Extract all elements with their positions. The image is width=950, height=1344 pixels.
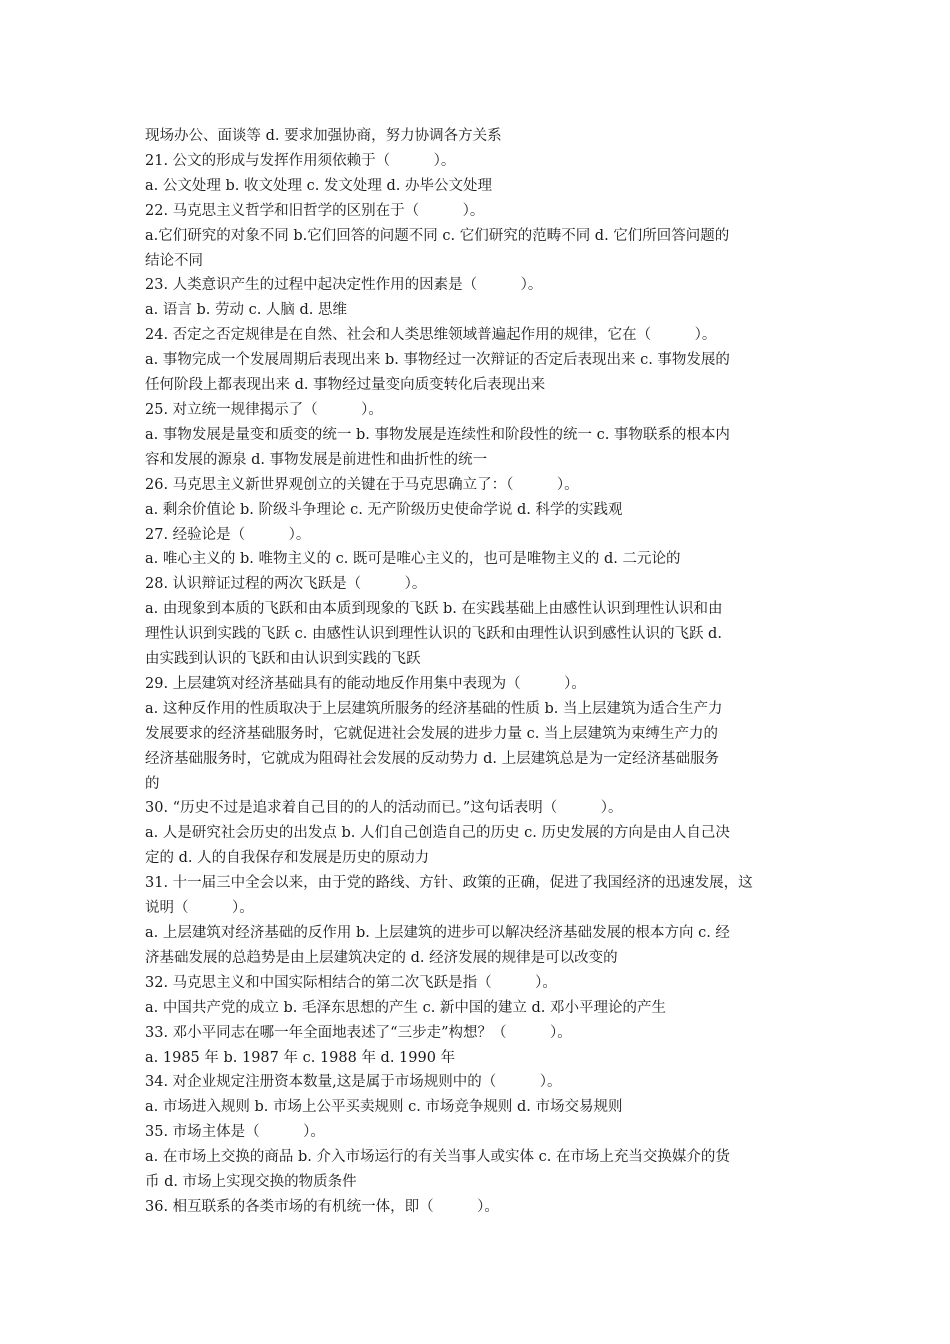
question-36: 36. 相互联系的各类市场的有机统一体，即（ ）。 <box>145 1198 499 1215</box>
options-22: a.它们研究的对象不同 b.它们回答的问题不同 c. 它们研究的范畴不同 d. 它们所回答问题的 <box>145 227 730 244</box>
question-31: 31. 十一届三中全会以来，由于党的路线、方针、政策的正确，促进了我国经济的迅速发展，这 <box>145 875 753 892</box>
question-35: 35. 市场主体是（ ）。 <box>145 1124 325 1141</box>
options-29-cont-3: 的 <box>145 775 160 792</box>
options-31: a. 上层建筑对经济基础的反作用 b. 上层建筑的进步可以解决经济基础发展的根本方向 c. 经 <box>145 925 730 941</box>
options-33: a. 1985 年 b. 1987 年 c. 1988 年 d. 1990 年 <box>145 1049 456 1066</box>
options-30: a. 人是研究社会历史的出发点 b. 人们自己创造自己的历史 c. 历史发展的方向是由人自己决 <box>145 825 730 842</box>
question-30: 30. “历史不过是追求着自己目的的人的活动而已。”这句话表明（ ）。 <box>145 800 623 817</box>
options-23: a. 语言 b. 劳动 c. 人脑 d. 思维 <box>145 302 348 319</box>
question-26: 26. 马克思主义新世界观创立的关键在于马克思确立了：（ ）。 <box>145 476 579 493</box>
question-28: 28. 认识辩证过程的两次飞跃是（ ）。 <box>145 576 427 593</box>
options-34: a. 市场进入规则 b. 市场上公平买卖规则 c. 市场竞争规则 d. 市场交易规则 <box>145 1099 623 1116</box>
options-29: a. 这种反作用的性质取决于上层建筑所服务的经济基础的性质 b. 当上层建筑为适合生产力 <box>145 700 723 717</box>
options-24-cont: 任何阶段上都表现出来 d. 事物经过量变向质变转化后表现出来 <box>145 377 546 394</box>
question-27: 27. 经验论是（ ）。 <box>145 526 311 543</box>
question-31-cont: 说明（ ）。 <box>145 900 254 917</box>
options-25-cont: 容和发展的源泉 d. 事物发展是前进性和曲折性的统一 <box>145 451 488 468</box>
options-25: a. 事物发展是量变和质变的统一 b. 事物发展是连续性和阶段性的统一 c. 事物联系的根本内 <box>145 426 730 443</box>
question-22: 22. 马克思主义哲学和旧哲学的区别在于（ ）。 <box>145 202 485 219</box>
options-24: a. 事物完成一个发展周期后表现出来 b. 事物经过一次辩证的否定后表现出来 c. 事物发展的 <box>145 352 730 369</box>
document-page <box>145 124 810 1220</box>
question-25: 25. 对立统一规律揭示了（ ）。 <box>145 401 383 418</box>
question-23: 23. 人类意识产生的过程中起决定性作用的因素是（ ）。 <box>145 277 543 294</box>
question-21: 21. 公文的形成与发挥作用须依赖于（ ）。 <box>145 152 456 169</box>
question-29: 29. 上层建筑对经济基础具有的能动地反作用集中表现为（ ）。 <box>145 675 586 692</box>
options-29-cont-2: 经济基础服务时，它就成为阻碍社会发展的反动势力 d. 上层建筑总是为一定经济基础服务 <box>145 750 720 767</box>
options-35-cont: 币 d. 市场上实现交换的物质条件 <box>145 1174 357 1191</box>
options-32: a. 中国共产党的成立 b. 毛泽东思想的产生 c. 新中国的建立 d. 邓小平理论的产生 <box>145 999 667 1016</box>
options-28-cont-2: 由实践到认识的飞跃和由认识到实践的飞跃 <box>145 651 421 668</box>
question-34: 34. 对企业规定注册资本数量,这是属于市场规则中的（ ）。 <box>145 1074 562 1091</box>
options-26: a. 剩余价值论 b. 阶级斗争理论 c. 无产阶级历史使命学说 d. 科学的实践观 <box>145 501 623 518</box>
options-27: a. 唯心主义的 b. 唯物主义的 c. 既可是唯心主义的，也可是唯物主义的 d. 二元论的 <box>145 551 681 568</box>
options-29-cont-1: 发展要求的经济基础服务时，它就促进社会发展的进步力量 c. 当上层建筑为束缚生产力的 <box>145 725 718 742</box>
question-24: 24. 否定之否定规律是在自然、社会和人类思维领域普遍起作用的规律，它在（ ）。 <box>145 327 717 344</box>
options-28: a. 由现象到本质的飞跃和由本质到现象的飞跃 b. 在实践基础上由感性认识到理性认识和由 <box>145 601 723 618</box>
options-35: a. 在市场上交换的商品 b. 介入市场运行的有关当事人或实体 c. 在市场上充当交换媒介的货 <box>145 1149 730 1166</box>
options-30-cont: 定的 d. 人的自我保存和发展是历史的原动力 <box>145 850 430 867</box>
options-21: a. 公文处理 b. 收文处理 c. 发文处理 d. 办毕公文处理 <box>145 177 493 194</box>
options-28-cont-1: 理性认识到实践的飞跃 c. 由感性认识到理性认识的飞跃和由理性认识到感性认识的飞跃 d. <box>145 626 722 643</box>
question-32: 32. 马克思主义和中国实际相结合的第二次飞跃是指（ ）。 <box>145 974 557 991</box>
options-22-cont: 结论不同 <box>145 252 203 269</box>
question-33: 33. 邓小平同志在哪一年全面地表述了“三步走”构想？（ ）。 <box>145 1024 572 1041</box>
options-31-cont: 济基础发展的总趋势是由上层建筑决定的 d. 经济发展的规律是可以改变的 <box>145 949 618 966</box>
text-line: 现场办公、面谈等 d. 要求加强协商，努力协调各方关系 <box>145 128 502 144</box>
